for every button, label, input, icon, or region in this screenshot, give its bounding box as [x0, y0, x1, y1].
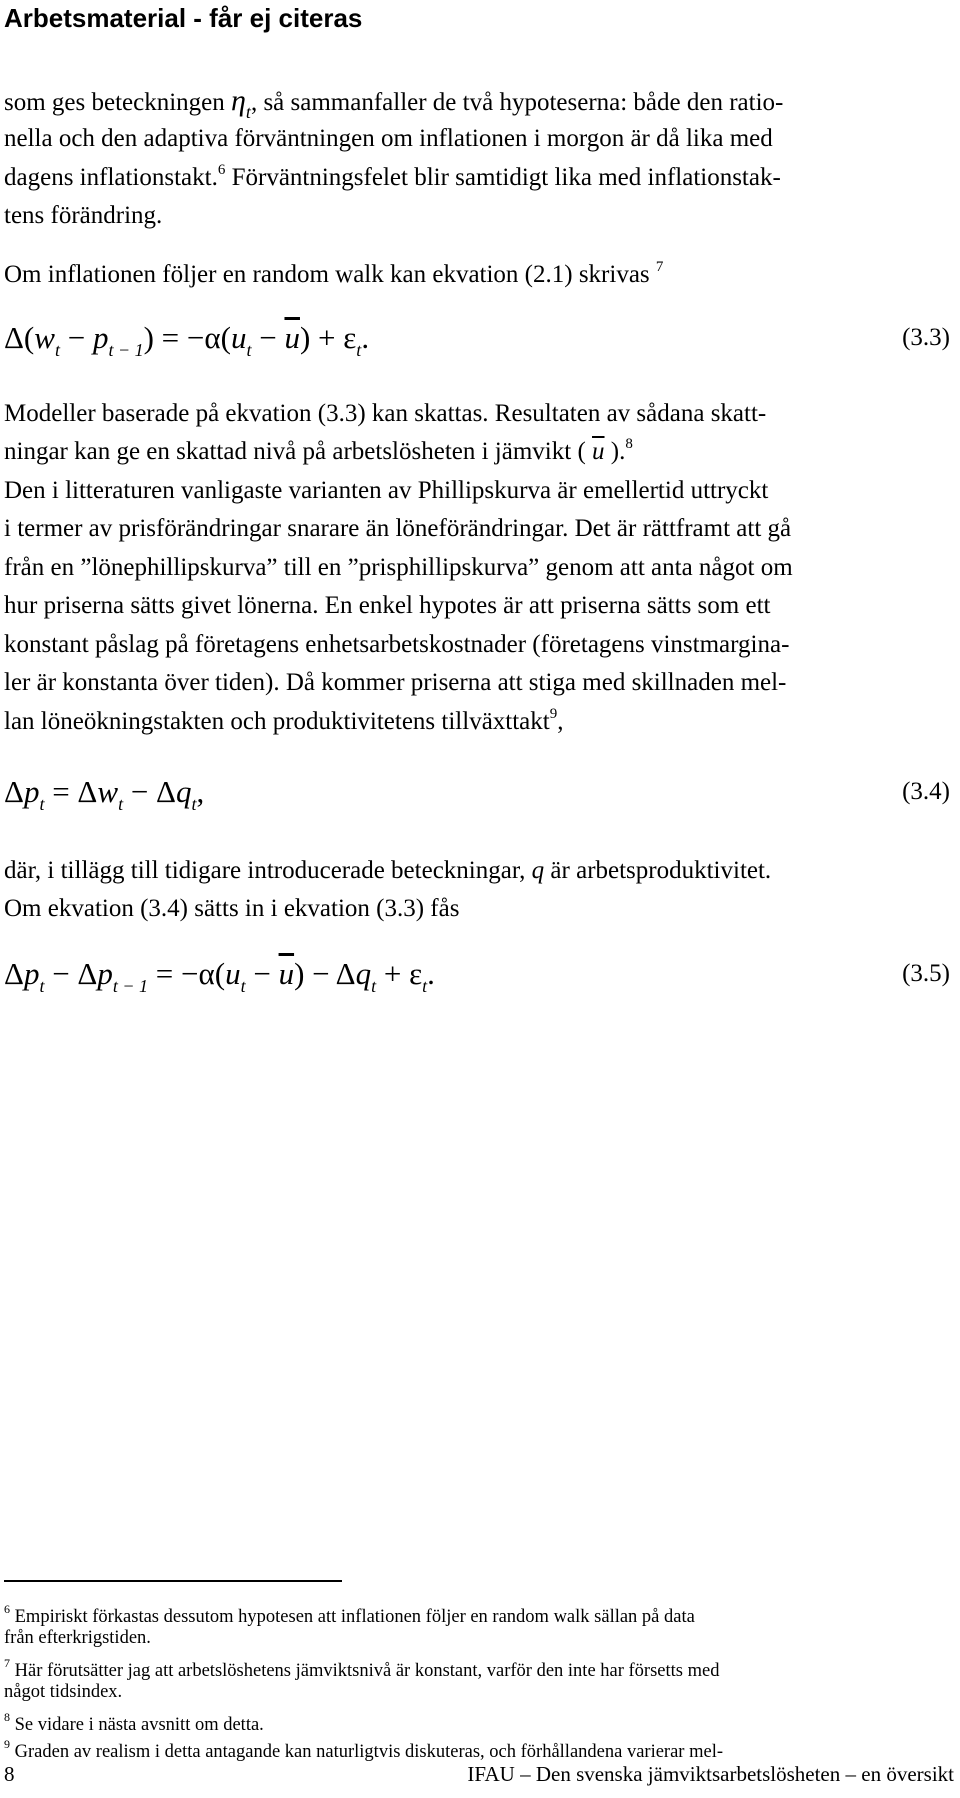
paragraph-line: Modeller baserade på ekvation (3.3) kan skattas. Resultaten av sådana skatt-: [4, 400, 767, 427]
equation-number: (3.3): [902, 324, 950, 351]
eta-symbol: η: [231, 84, 246, 117]
footnote-ref: 9: [549, 706, 558, 722]
equation-3-4: $\Delta p_t = \Delta w_t - \Delta q_t$, (3.4): [4, 770, 956, 814]
equation-number: (3.4): [902, 778, 950, 805]
footnote-ref: 7: [655, 259, 664, 275]
paragraph-line: från en ”lönephillipskurva” till en ”prisphillipskurva” genom att anta något om: [4, 554, 793, 581]
equation-number: (3.5): [902, 960, 950, 987]
paragraph-line: ningar kan ge en skattad nivå på arbetslösheten i jämvikt ( $\overline{u}$ ).$^8$: [4, 436, 633, 465]
footnote-divider: [4, 1580, 342, 1582]
footnote-line: något tidsindex.: [4, 1682, 123, 1702]
paragraph-line: Om ekvation (3.4) sätts in i ekvation (3.3) fås: [4, 895, 460, 922]
footnote-ref: 6: [217, 162, 226, 178]
footnote-8: $^8$ Se vidare i nästa avsnitt om detta.: [4, 1710, 264, 1736]
paragraph-line: där, i tillägg till tidigare introducerade beteckningar, q är arbetsproduktivitet.: [4, 857, 772, 884]
footnote-ref: 8: [625, 436, 633, 452]
paragraph-line: lan löneökningstakten och produktivitetens tillväxttakt$^9$,: [4, 706, 564, 735]
footnote-6: $^6$ Empiriskt förkastas dessutom hypotesen att inflationen följer en random walk sällan på data: [4, 1602, 695, 1628]
document-header: Arbetsmaterial - får ej citeras: [4, 3, 363, 33]
paragraph-line: konstant påslag på företagens enhetsarbetskostnader (företagens vinstmargina-: [4, 631, 790, 658]
page-number: 8: [4, 1762, 15, 1786]
paragraph-line: Om inflationen följer en random walk kan ekvation (2.1) skrivas $^7$: [4, 259, 664, 288]
paragraph-line: tens förändring.: [4, 202, 163, 229]
equation-3-5: $\Delta p_t - \Delta p_{t - 1} = -\alpha(u_t - \overline{u}) - \Delta q_t + \varepsilon_t$. (3.5): [4, 952, 956, 996]
paragraph-line: som ges beteckningen $\eta_t$, så sammanfaller de två hypoteserna: både den ratio-: [4, 84, 784, 122]
paragraph-line: ler är konstanta över tiden). Då kommer priserna att stiga med skillnaden mel-: [4, 669, 787, 696]
paragraph-line: i termer av prisförändringar snarare än löneförändringar. Det är rättframt att gå: [4, 515, 792, 542]
paragraph-line: dagens inflationstakt.$^6$ Förväntningsfelet blir samtidigt lika med inflationstak-: [4, 162, 781, 191]
footnote-9: $^9$ Graden av realism i detta antagande kan naturligtvis diskuteras, och förhållandena varierar mel-: [4, 1737, 723, 1763]
paragraph-line: Den i litteraturen vanligaste varianten av Phillipskurva är emellertid uttryckt: [4, 477, 769, 504]
footnote-line: från efterkrigstiden.: [4, 1628, 151, 1648]
footnote-7: $^7$ Här förutsätter jag att arbetslöshetens jämviktsnivå är konstant, varför den inte har försetts med: [4, 1656, 720, 1682]
equation-3-3: $\Delta(w_t - p_{t - 1}) = -\alpha(u_t - \overline{u}) + \varepsilon_t$. (3.3): [4, 316, 956, 360]
footer-title: IFAU – Den svenska jämviktsarbetslösheten – en översikt: [467, 1762, 954, 1786]
paragraph-line: hur priserna sätts givet lönerna. En enkel hypotes är att priserna sätts som ett: [4, 592, 771, 619]
paragraph-line: nella och den adaptiva förväntningen om inflationen i morgon är då lika med: [4, 125, 773, 152]
